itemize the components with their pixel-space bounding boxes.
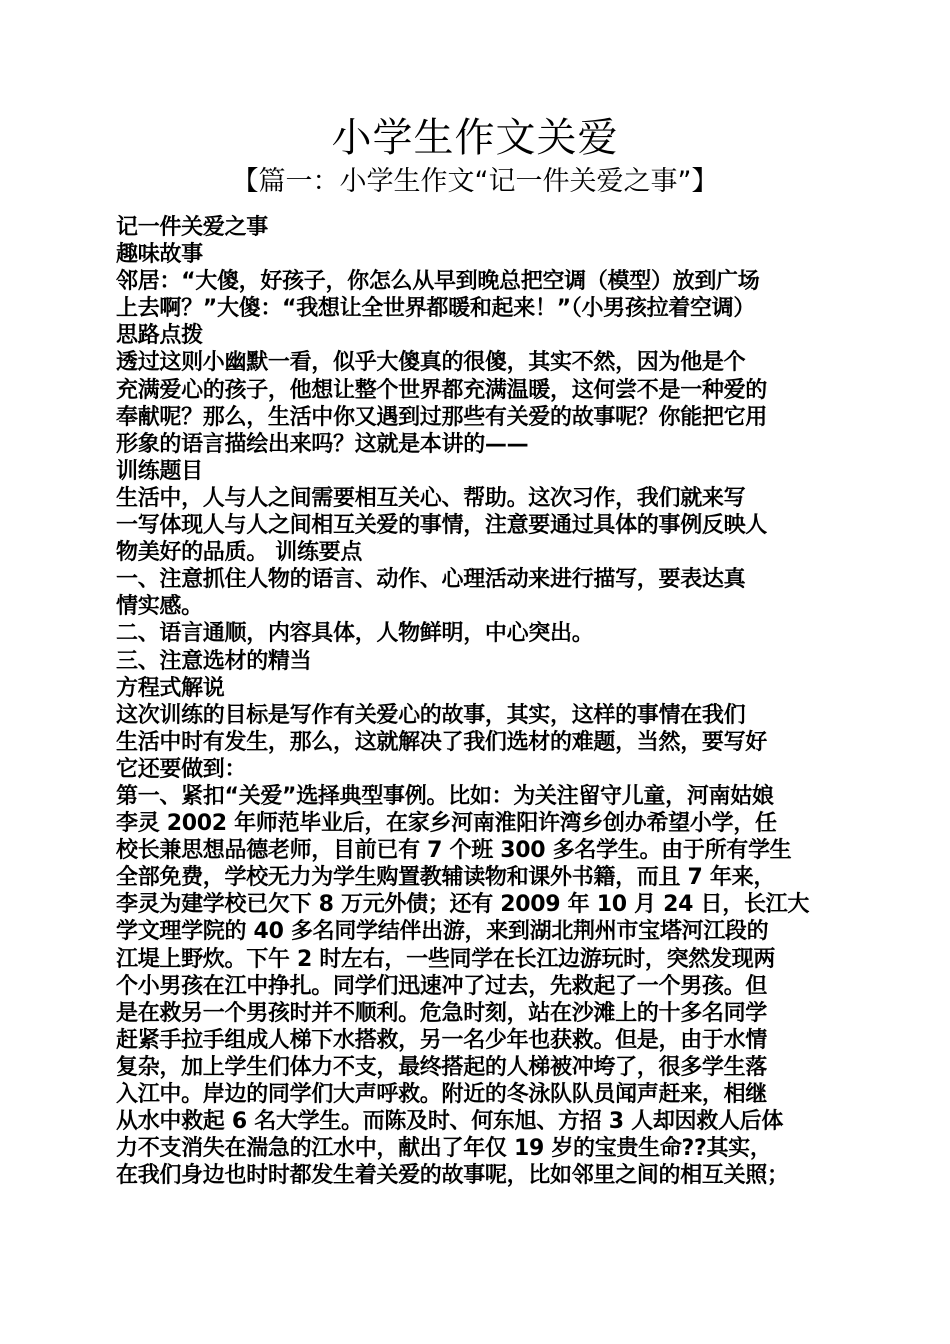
body-text-line: 物美好的品质。 训练要点 — [116, 540, 363, 566]
body-text-line: 李灵 2002 年师范毕业后，在家乡河南淮阳许湾乡创办希望小学，任 — [116, 811, 777, 837]
body-text-line: 思路点拨 — [116, 323, 203, 349]
body-text-line: 复杂，加上学生们体力不支，最终搭起的人梯被冲垮了，很多学生落 — [116, 1054, 768, 1080]
body-text-line: 记一件关爱之事 — [116, 215, 268, 240]
body-text-line: 是在救另一个男孩时并不顺利。危急时刻，站在沙滩上的十多名同学 — [116, 1000, 768, 1026]
body-text-line: 趣味故事 — [116, 242, 203, 268]
body-text-line: 一写体现人与人之间相互关爱的事情，注意要通过具体的事例反映人 — [116, 513, 768, 539]
body-text-line: 一、注意抓住人物的语言、动作、心理活动来进行描写，要表达真 — [116, 567, 746, 593]
body-text-line: 方程式解说 — [116, 675, 225, 701]
body-text-line: 生活中，人与人之间需要相互关心、帮助。这次习作，我们就来写 — [116, 485, 746, 511]
body-text-line: 这次训练的目标是写作有关爱心的故事，其实，这样的事情在我们 — [116, 702, 746, 728]
body-text-line: 充满爱心的孩子，他想让整个世界都充满温暖，这何尝不是一种爱的 — [116, 377, 768, 403]
body-text-line: 形象的语言描绘出来吗？这就是本讲的—— — [116, 431, 529, 457]
document-body — [116, 214, 842, 1189]
body-text-line: 江堤上野炊。下午 2 时左右，一些同学在长江边游玩时，突然发现两 — [116, 946, 776, 972]
body-text-line: 个小男孩在江中挣扎。同学们迅速冲了过去，先救起了一个男孩。但 — [116, 973, 768, 999]
body-text-line: 奉献呢？那么，生活中你又遇到过那些有关爱的故事呢？你能把它用 — [116, 404, 768, 430]
body-text-line: 李灵为建学校已欠下 8 万元外债；还有 2009 年 10 月 24 日，长江大 — [116, 892, 810, 918]
body-text-line: 赶紧手拉手组成人梯下水搭救，另一名少年也获救。但是，由于水情 — [116, 1027, 768, 1053]
body-text-line: 邻居：“大傻，好孩子，你怎么从早到晚总把空调（模型）放到广场 — [116, 269, 760, 295]
body-text-line: 从水中救起 6 名大学生。而陈及时、何东旭、方招 3 人却因救人后体 — [116, 1109, 784, 1135]
body-text-line: 三、注意选材的精当 — [116, 648, 312, 674]
body-text-line: 第一、紧扣“关爱”选择典型事例。比如：为关注留守儿童，河南姑娘 — [116, 783, 774, 809]
body-text-line: 情实感。 — [116, 594, 203, 620]
body-text-line: 它还要做到： — [116, 756, 247, 782]
document-subtitle: 【篇一：小学生作文“记一件关爱之事”】 — [231, 166, 719, 197]
body-text-line: 力不支消失在湍急的江水中，献出了年仅 19 岁的宝贵生命??其实， — [116, 1136, 772, 1162]
body-text-line: 全部免费，学校无力为学生购置教辅读物和课外书籍，而且 7 年来， — [116, 865, 776, 891]
body-text-line: 透过这则小幽默一看，似乎大傻真的很傻，其实不然，因为他是个 — [116, 350, 746, 376]
body-text-line: 二、语言通顺，内容具体，人物鲜明，中心突出。 — [116, 621, 594, 647]
document-title: 小学生作文关爱 — [331, 115, 619, 161]
body-text-line: 生活中时有发生，那么，这就解决了我们选材的难题，当然，要写好 — [116, 729, 768, 755]
body-text-line: 在我们身边也时时都发生着关爱的故事呢，比如邻里之间的相互关照； — [116, 1163, 789, 1189]
body-text-line: 入江中。岸边的同学们大声呼救。附近的冬泳队队员闻声赶来，相继 — [116, 1082, 768, 1107]
body-text-line: 上去啊？”大傻：“我想让全世界都暖和起来！”（小男孩拉着空调） — [116, 296, 756, 322]
body-text-line: 学文理学院的 40 多名同学结伴出游，来到湖北荆州市宝塔河江段的 — [116, 919, 769, 945]
body-text-line: 训练题目 — [116, 458, 203, 484]
body-text-line: 校长兼思想品德老师，目前已有 7 个班 300 多名学生。由于所有学生 — [116, 838, 792, 864]
